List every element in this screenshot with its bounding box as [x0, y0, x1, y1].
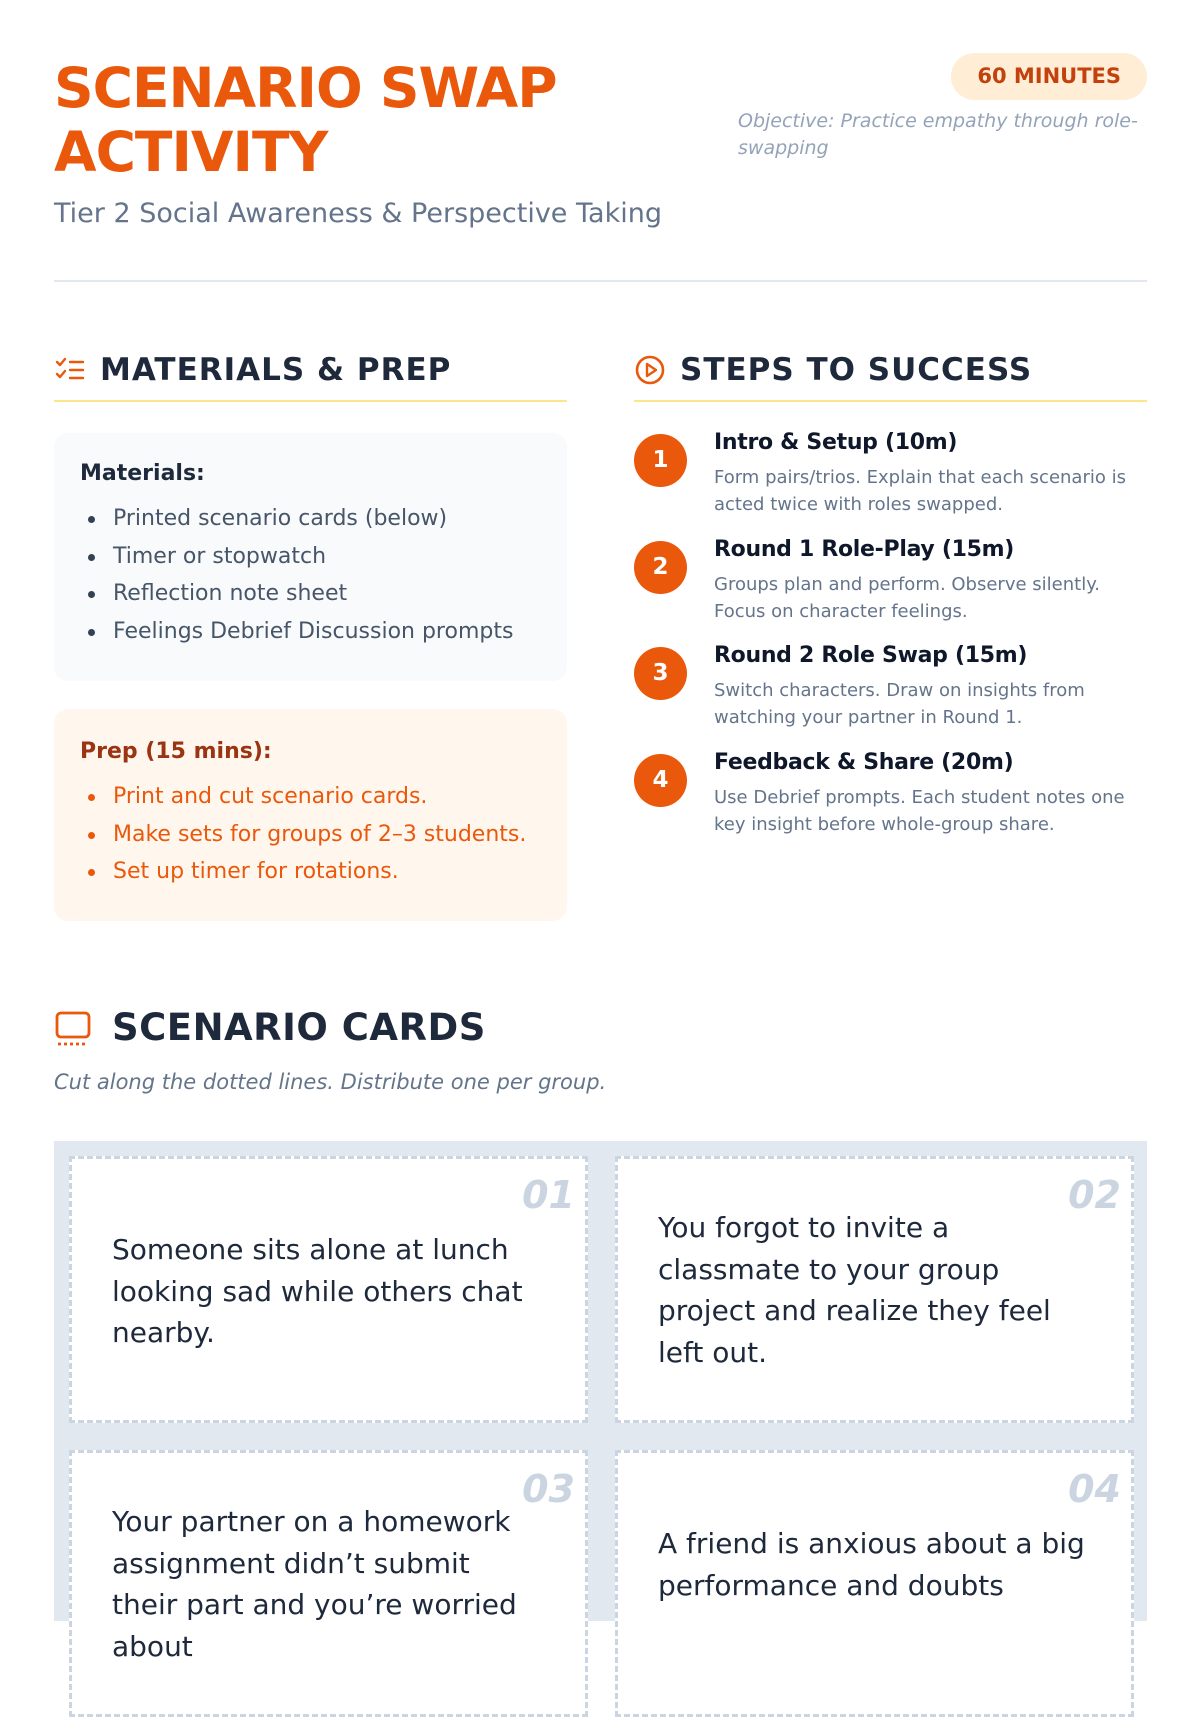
- card-text: Your partner on a homework assignment didn’t submit their part and you’re worried about: [112, 1505, 517, 1663]
- prep-box: [54, 709, 567, 921]
- materials-title: Materials:: [80, 461, 205, 486]
- page-title: SCENARIO SWAP ACTIVITY: [54, 56, 557, 184]
- step-description: Groups plan and perform. Observe silently. Focus on character feelings.: [714, 574, 1101, 622]
- steps-heading-label: STEPS TO SUCCESS: [680, 352, 1033, 388]
- play-circle-icon: [634, 354, 666, 386]
- materials-list: [80, 500, 541, 650]
- step-title: Intro & Setup (10m): [714, 430, 958, 455]
- list-item: Print and cut scenario cards.: [80, 778, 541, 816]
- card-text: Someone sits alone at lunch looking sad while others chat nearby.: [112, 1233, 523, 1349]
- step-description: Use Debrief prompts. Each student notes one key insight before whole-group share.: [714, 787, 1125, 835]
- step-description: Switch characters. Draw on insights from watching your partner in Round 1.: [714, 680, 1085, 728]
- objective-text: Objective: Practice empathy through role-swapping: [738, 110, 1138, 159]
- cards-instruction: Cut along the dotted lines. Distribute one per group.: [54, 1070, 607, 1094]
- step-number: 3: [634, 647, 687, 700]
- list-item: Feelings Debrief Discussion prompts: [80, 613, 541, 651]
- card-text: A friend is anxious about a big performance and doubts: [658, 1527, 1085, 1602]
- step-title: Feedback & Share (20m): [714, 750, 1014, 775]
- materials-box: [54, 433, 567, 681]
- scenario-card: [615, 1450, 1134, 1717]
- scenario-card: [69, 1450, 588, 1717]
- step-number: 1: [634, 434, 687, 487]
- list-item: Timer or stopwatch: [80, 538, 541, 576]
- steps-section-heading: [634, 352, 1147, 402]
- page-subtitle: Tier 2 Social Awareness & Perspective Taking: [54, 198, 662, 229]
- step-number: 2: [634, 541, 687, 594]
- materials-section-heading: [54, 352, 567, 402]
- card-text: You forgot to invite a classmate to your group project and realize they feel left out.: [658, 1211, 1051, 1369]
- card-number: 04: [1068, 1467, 1121, 1511]
- cards-section-heading: [54, 1006, 486, 1049]
- step-title: Round 1 Role-Play (15m): [714, 537, 1014, 562]
- step-description: Form pairs/trios. Explain that each scenario is acted twice with roles swapped.: [714, 467, 1126, 515]
- list-item: Make sets for groups of 2–3 students.: [80, 816, 541, 854]
- header-divider: [54, 280, 1147, 282]
- card-number: 02: [1068, 1173, 1121, 1217]
- prep-title: Prep (15 mins):: [80, 739, 272, 764]
- materials-heading-label: MATERIALS & PREP: [100, 352, 452, 388]
- step-number: 4: [634, 754, 687, 807]
- scenario-card: [615, 1156, 1134, 1423]
- duration-badge: 60 MINUTES: [951, 53, 1147, 100]
- scenario-card: [69, 1156, 588, 1423]
- card-number: 03: [522, 1467, 575, 1511]
- lesson-page: [54, 0, 1147, 1663]
- step-title: Round 2 Role Swap (15m): [714, 643, 1028, 668]
- list-item: Printed scenario cards (below): [80, 500, 541, 538]
- list-item: Set up timer for rotations.: [80, 853, 541, 891]
- cards-heading-label: SCENARIO CARDS: [112, 1006, 486, 1049]
- scenario-cards-grid: [54, 1141, 1147, 1663]
- list-item: Reflection note sheet: [80, 575, 541, 613]
- presentation-board-icon: [54, 1009, 92, 1047]
- prep-list: [80, 778, 541, 891]
- checklist-icon: [54, 354, 86, 386]
- card-number: 01: [522, 1173, 575, 1217]
